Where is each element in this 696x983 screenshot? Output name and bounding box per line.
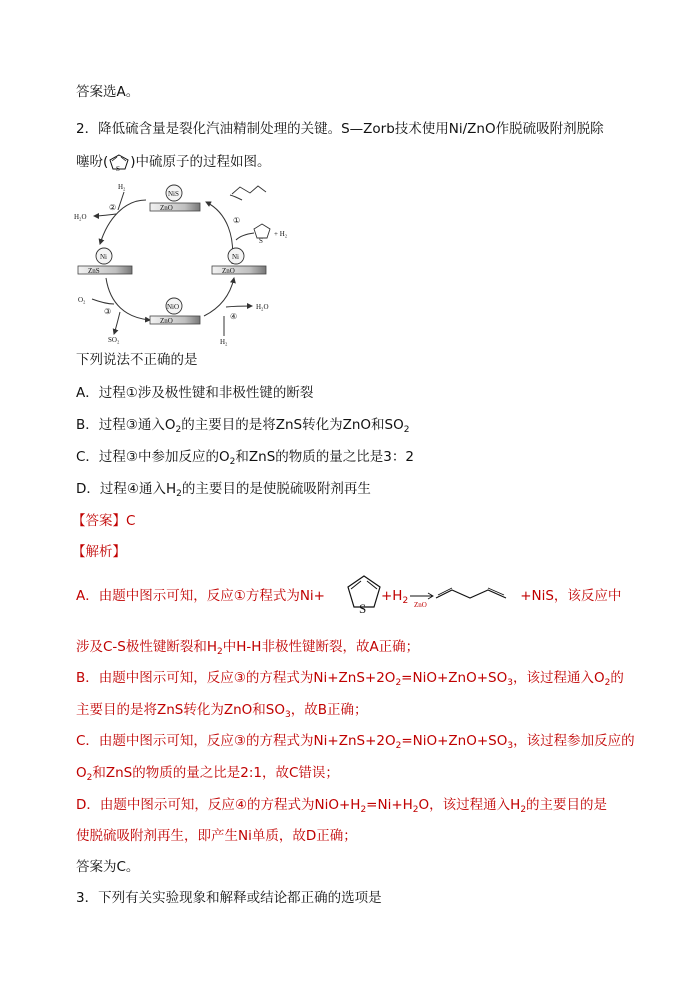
h2-label-step2: H₂	[118, 183, 126, 191]
analysis-a-line-1: A．由题中图示可知，反应①方程式为$Ni+ +H_2 +NiS$，该反应中	[76, 588, 622, 606]
nio-label: NiO	[167, 303, 180, 311]
h2o-out-step2	[94, 214, 116, 216]
zno-label-bottom: ZnO	[160, 317, 173, 325]
zno-plate-right	[212, 266, 266, 274]
thiophene-inline-icon	[108, 153, 130, 171]
option-b: B．过程③通入$O_2$的主要目的是将ZnS转化为ZnO和$SO_2$	[76, 417, 410, 435]
h2-in-step2	[118, 192, 124, 210]
zno-catalyst-label: ZnO	[414, 601, 427, 609]
step-3-label: ③	[104, 307, 112, 316]
reaction-cycle-diagram	[70, 178, 310, 348]
zns-plate	[78, 266, 132, 274]
step-4-label: ④	[230, 312, 238, 321]
question-stem: 下列说法不正确的是	[76, 352, 198, 368]
arrow-step3	[106, 278, 150, 320]
answer-label: 【答案】C	[72, 513, 136, 529]
thiophene-s-label: S	[259, 237, 263, 245]
step-1-label: ①	[233, 216, 241, 225]
zno-label-top: ZnO	[160, 204, 173, 212]
thiophene-structure	[254, 224, 270, 238]
o2-label: O₂	[78, 296, 86, 304]
ni-label-right: Ni	[232, 253, 239, 261]
analysis-b-line-1: B．由题中图示可知，反应③的方程式为$Ni+ZnS+2O_2=NiO+ZnO+SO_3$，该过程通入$O_2$的	[76, 670, 624, 688]
zns-label: ZnS	[88, 267, 100, 275]
so2-label: SO₂	[108, 336, 120, 344]
option-c: C．过程③中参加反应的$O_2$和ZnS的物质的量之比是3：2	[76, 449, 414, 467]
final-answer: 答案为C。	[76, 859, 140, 875]
question-2-line-2: 噻吩( S )中硫原子的过程如图。	[76, 154, 271, 171]
h2o-label-step4: H₂O	[256, 303, 269, 311]
step-2-label: ②	[109, 203, 117, 212]
reaction-1-structures	[340, 571, 530, 619]
analysis-a-line-2: 涉及C-S极性键断裂和$H_2$中H-H非极性键断裂，故A正确；	[76, 639, 420, 657]
so2-out-step3	[114, 312, 120, 334]
option-d: D．过程④通入$H_2$的主要目的是使脱硫吸附剂再生	[76, 481, 371, 499]
plus-h2-label: + H₂	[274, 230, 288, 238]
previous-answer: 答案选A。	[76, 84, 140, 100]
zno-plate-bottom	[150, 316, 200, 324]
h2-label-step4: H₂	[220, 338, 228, 346]
analysis-d-line-1: D．由题中图示可知，反应④的方程式为$NiO+H_2=Ni+H_2O$，该过程通入$H_2$的主要目的是	[76, 797, 608, 815]
arrow-step4	[204, 278, 234, 316]
analysis-c-line-2: $O_2$和ZnS的物质的量之比是2:1，故C错误；	[76, 765, 339, 783]
analysis-d-line-2: 使脱硫吸附剂再生，即产生Ni单质，故D正确；	[76, 828, 357, 844]
question-3: 3．下列有关实验现象和解释或结论都正确的选项是	[76, 890, 382, 906]
arrow-step2	[100, 200, 146, 244]
thiophene-inline-s: S	[116, 165, 121, 171]
o2-in-step3	[92, 299, 114, 304]
butadiene-structure	[232, 186, 266, 194]
butadiene-out-step1	[230, 195, 242, 200]
nis-label: NiS	[168, 190, 179, 198]
h2o-out-step4	[226, 306, 252, 307]
analysis-b-line-2: 主要目的是将ZnS转化为ZnO和$SO_3$，故B正确；	[76, 702, 368, 720]
analysis-c-line-1: C．由题中图示可知，反应③的方程式为$Ni+ZnS+2O_2=NiO+ZnO+SO_3$，该过程参加反应的	[76, 733, 635, 751]
h2o-label-step2: H₂O	[74, 213, 87, 221]
option-a: A．过程①涉及极性键和非极性键的断裂	[76, 385, 314, 401]
ni-label-left: Ni	[100, 253, 107, 261]
zno-label-right: ZnO	[222, 267, 235, 275]
thiophene-s-equation: S	[359, 601, 367, 616]
zno-plate-top	[150, 203, 200, 211]
question-2-line-1: 2．降低硫含量是裂化汽油精制处理的关键。S—Zorb技术使用Ni/ZnO作脱硫吸附剂脱除	[76, 121, 604, 137]
thiophene-in-step1	[236, 233, 254, 240]
analysis-label: 【解析】	[72, 544, 126, 560]
